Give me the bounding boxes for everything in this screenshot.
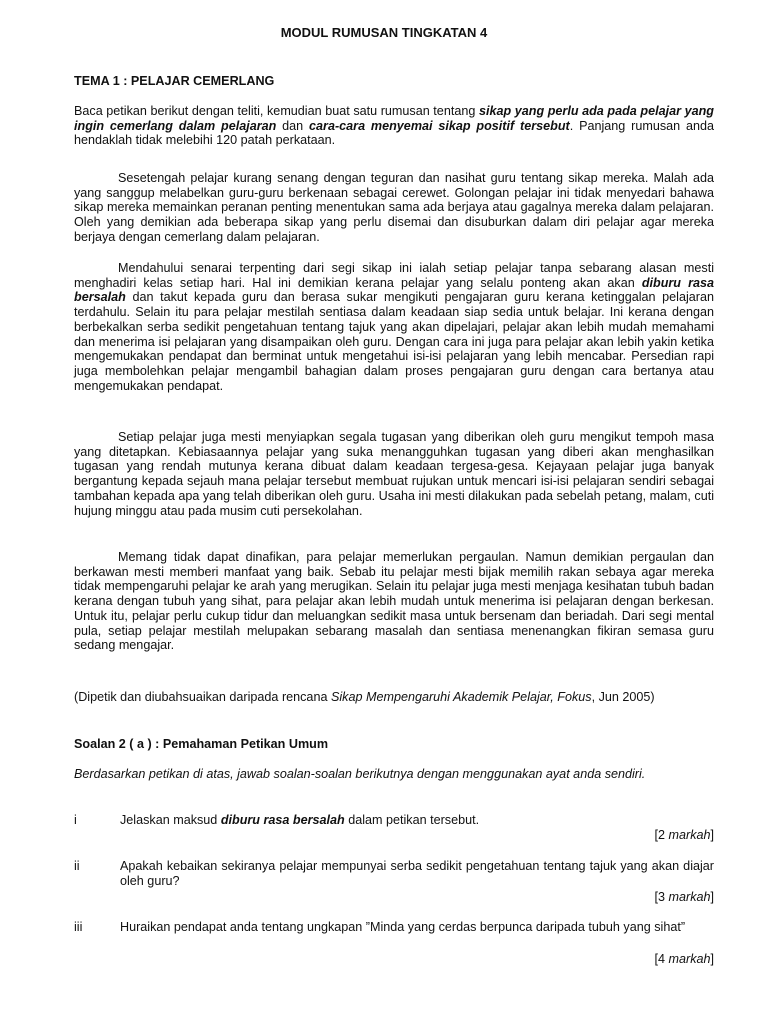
question-marks: [3 markah]: [654, 890, 714, 904]
question-marks: [4 markah]: [654, 952, 714, 966]
question-number: ii: [74, 859, 80, 873]
page-title: MODUL RUMUSAN TINGKATAN 4: [280, 25, 488, 40]
question-item: [74, 920, 714, 968]
question-text: Huraikan pendapat anda tentang ungkapan ”Minda yang cerdas berpunca daripada tubuh yang sihat”: [120, 920, 686, 934]
question-number: i: [74, 813, 77, 827]
question-text: Jelaskan maksud diburu rasa bersalah dalam petikan tersebut.: [120, 813, 480, 827]
source-title: Sikap Mempengaruhi Akademik Pelajar, Fokus: [330, 690, 592, 704]
question-item: [74, 813, 714, 845]
question-item: [74, 859, 714, 907]
passage-paragraph-1: Sesetengah pelajar kurang senang dengan teguran dan nasihat guru tentang sikap mereka. Malah ada yang sanggup melabelkan guru-guru berkenaan sebagai cerewet. Golongan pelajar ini tidak menyedari bahawa sikap mereka memainkan peranan penting menentukan sama ada berjaya atau gagalnya mereka dalam pelajaran. Oleh yang demikian ada beberapa sikap yang perlu disemai dan disuburkan dalam diri pelajar agar mereka berjaya dengan cemerlang dalam pelajaran.: [74, 171, 714, 244]
question-text: Apakah kebaikan sekiranya pelajar mempunyai serba sedikit pengetahuan tentang tajuk yang akan diajar oleh guru?: [120, 859, 714, 888]
question-instruction: Berdasarkan petikan di atas, jawab soalan-soalan berikutnya dengan menggunakan ayat anda sendiri.: [74, 767, 646, 781]
instruction-emphasis-2: cara-cara menyemai sikap positif tersebut: [309, 118, 570, 133]
instruction-emphasis-1: sikap yang perlu ada pada pelajar yang ingin cemerlang dalam pelajaran: [74, 104, 714, 133]
passage-paragraph-2: Mendahului senarai terpenting dari segi sikap ini ialah setiap pelajar tanpa sebarang alasan mesti menghadiri kelas setiap hari. Hal ini demikian kerana pelajar yang selalu ponteng akan akan diburu rasa bersalah dan takut kepada guru dan berasa sukar mengikuti pengajaran guru kerana ketinggalan pelajaran terdahulu. Selain itu para pelajar mestilah sentiasa dalam keadaan siap sedia untuk belajar. Ini kerana dengan berbekalkan serba sedikit pengetahuan tentang tajuk yang akan dipelajari, pelajar akan lebih mudah memahami dan menerima isi pelajaran yang disampaikan oleh guru. Dengan cara ini juga para pelajar akan lebih yakin ketika mengemukakan pendapat dan berminat untuk mengetahui isi-isi pelajaran yang lebih mencabar. Persedian rapi juga membolehkan pelajar mengambil bahagian dalam proses pengajaran guru dengan cara bertanya atau mengemukakan pendapat.: [74, 261, 714, 393]
instruction-paragraph: Baca petikan berikut dengan teliti, kemudian buat satu rumusan tentang sikap yang perlu ada pada pelajar yang ingin cemerlang dalam pelajaran dan cara-cara menyemai sikap positif tersebut. Panjang rumusan anda hendaklah tidak melebihi 120 patah perkataan.: [74, 104, 715, 148]
passage-paragraph-4: Memang tidak dapat dinafikan, para pelajar memerlukan pergaulan. Namun demikian pergaulan dan berkawan mesti memberi manfaat yang baik. Sebab itu pelajar mesti bijak memilih rakan sebaya agar mereka tidak mempengaruhi pelajar ke arah yang merugikan. Selain itu pelajar juga mesti menjaga kesihatan tubuh badan kerana dengan tubuh yang sihat, para pelajar akan lebih mudah untuk menerima isi pelajaran dengan berkesan. Untuk itu, pelajar perlu cukup tidur dan meluangkan sedikit masa untuk bersenam dan beriadah. Dari segi mental pula, setiap pelajar mestilah melupakan sebarang masalah dan sentiasa menenangkan fikiran semasa guru sedang mengajar.: [74, 550, 714, 653]
passage-paragraph-3: Setiap pelajar juga mesti menyiapkan segala tugasan yang diberikan oleh guru mengikut tempoh masa yang ditetapkan. Kebiasaannya pelajar yang suka menangguhkan tugasan yang diberi akan menghasilkan tugasan yang rendah mutunya kerana dibuat dalam keadaan tergesa-gesa. Kejayaan pelajar juga banyak bergantung kepada sejauh mana pelajar tersebut membuat rujukan untuk mencari isi-isi pelajaran sendiri sebagai tambahan kepada apa yang telah diberikan oleh guru. Usaha ini mesti dilakukan pada sebelah petang, malam, cuti hujung minggu atau pada musim cuti persekolahan.: [74, 430, 714, 518]
passage-emphasis: diburu rasa bersalah: [74, 275, 714, 305]
theme-heading: TEMA 1 : PELAJAR CEMERLANG: [74, 74, 275, 88]
question-heading: Soalan 2 ( a ) : Pemahaman Petikan Umum: [74, 737, 329, 751]
source-citation: (Dipetik dan diubahsuaikan daripada rencana Sikap Mempengaruhi Akademik Pelajar, Fokus, Jun 2005): [74, 690, 655, 704]
question-marks: [2 markah]: [654, 828, 714, 842]
question-number: iii: [74, 920, 83, 934]
